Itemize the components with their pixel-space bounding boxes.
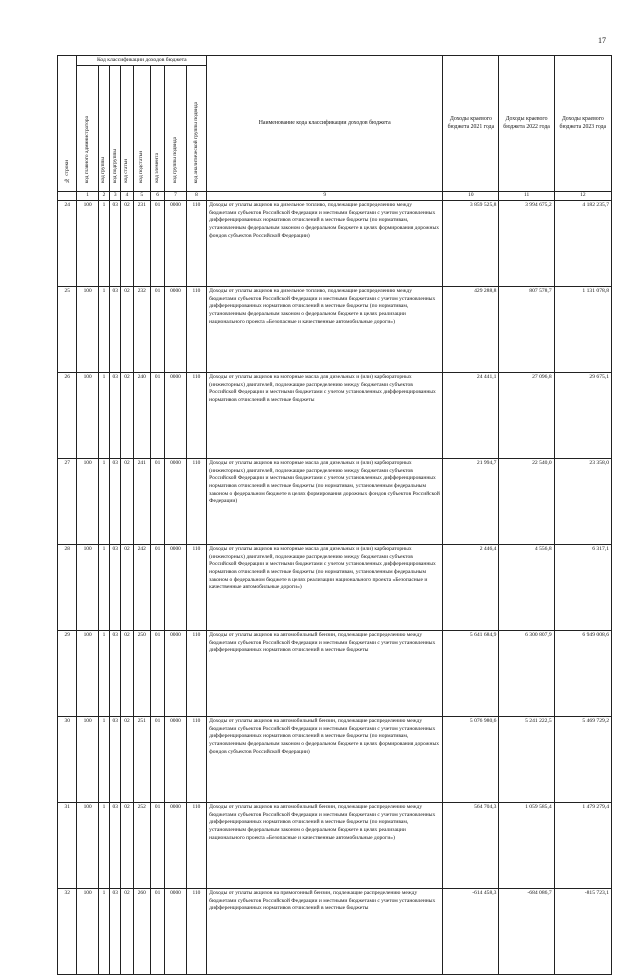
code-cell: 100 [77,201,98,287]
code-cell: 01 [150,373,164,459]
row-number: 26 [58,373,77,459]
amount-cell: 1 479 279,4 [554,803,611,889]
code-cell: 110 [186,373,206,459]
amount-cell: 3 994 675,2 [499,201,554,287]
column-number [58,192,77,201]
code-cell: 0000 [165,631,186,717]
code-cell: 02 [121,631,133,717]
code-cell: 110 [186,803,206,889]
column-number: 3 [110,192,121,201]
header-year-2021: Доходы краевого бюджета 2021 года [443,56,499,192]
code-cell: 03 [110,889,121,975]
table-row [58,631,612,717]
row-number: 25 [58,287,77,373]
code-cell: 252 [133,803,150,889]
code-cell: 02 [121,717,133,803]
code-cell: 242 [133,545,150,631]
row-number: 30 [58,717,77,803]
header-code-col: код элемента [150,66,164,192]
amount-cell: 5 469 729,2 [554,717,611,803]
code-cell: 100 [77,287,98,373]
code-cell: 110 [186,631,206,717]
amount-cell: 1 131 078,8 [554,287,611,373]
column-number: 11 [499,192,554,201]
table-row [58,201,612,287]
header-code-col: код группы подвида [165,66,186,192]
amount-cell: 2 446,4 [443,545,499,631]
header-code-col: код аналитической группы подвида [186,66,206,192]
code-cell: 01 [150,545,164,631]
amount-cell: 3 859 525,8 [443,201,499,287]
code-cell: 0000 [165,717,186,803]
amount-cell: 5 241 222,5 [499,717,554,803]
page-number: 17 [598,36,606,45]
code-cell: 1 [98,373,109,459]
description-cell: Доходы от уплаты акцизов на автомобильный бензин, подлежащие распределению между бюджетами субъектов Российской Федерации и местными бюджетами с учетом установленных дифференцированных нормативов отчислений в местные бюджеты (по нормативам, установленным федеральным законом о федеральном бюджете в целях реализации национального проекта «Безопасные и качественные автомобильные дороги») [207,803,443,889]
description-cell: Доходы от уплаты акцизов на прямогонный бензин, подлежащие распределению между бюджетами субъектов Российской Федерации и местными бюджетами с учетом установленных дифференцированных нормативов отчислений в местные бюджеты [207,889,443,975]
amount-cell: 24 441,1 [443,373,499,459]
row-number: 28 [58,545,77,631]
code-cell: 110 [186,201,206,287]
code-cell: 241 [133,459,150,545]
description-cell: Доходы от уплаты акцизов на автомобильный бензин, подлежащие распределению между бюджетами субъектов Российской Федерации и местными бюджетами с учетом установленных дифференцированных нормативов отчислений в местные бюджеты [207,631,443,717]
code-cell: 110 [186,287,206,373]
row-number: 24 [58,201,77,287]
description-cell: Доходы от уплаты акцизов на автомобильный бензин, подлежащие распределению между бюджетами субъектов Российской Федерации и местными бюджетами с учетом установленных дифференцированных нормативов отчислений в местные бюджеты (по нормативам, установленным федеральным законом о федеральном бюджете в целях формирования дорожных фондов субъектов Российской Федерации) [207,717,443,803]
amount-cell: -815 723,1 [554,889,611,975]
amount-cell: 21 994,7 [443,459,499,545]
amount-cell: 564 704,3 [443,803,499,889]
code-cell: 02 [121,201,133,287]
code-cell: 100 [77,459,98,545]
code-cell: 01 [150,717,164,803]
amount-cell: 4 556,8 [499,545,554,631]
column-number: 7 [165,192,186,201]
code-cell: 1 [98,889,109,975]
code-cell: 03 [110,803,121,889]
amount-cell: 1 059 585,4 [499,803,554,889]
code-cell: 03 [110,545,121,631]
code-cell: 231 [133,201,150,287]
amount-cell: -614 458,3 [443,889,499,975]
column-number: 8 [186,192,206,201]
row-number: 27 [58,459,77,545]
column-number: 5 [133,192,150,201]
code-cell: 1 [98,201,109,287]
column-number: 6 [150,192,164,201]
column-number: 9 [207,192,443,201]
amount-cell: 807 578,7 [499,287,554,373]
code-cell: 0000 [165,889,186,975]
code-cell: 02 [121,889,133,975]
amount-cell: 27 096,8 [499,373,554,459]
code-cell: 1 [98,459,109,545]
code-cell: 110 [186,545,206,631]
code-cell: 01 [150,631,164,717]
header-code-col: код подгруппы [110,66,121,192]
code-cell: 0000 [165,201,186,287]
code-cell: 260 [133,889,150,975]
column-number: 4 [121,192,133,201]
header-code-col: код подстатьи [133,66,150,192]
header-year-2023: Доходы краевого бюджета 2023 года [554,56,611,192]
code-cell: 02 [121,373,133,459]
amount-cell: 5 641 684,9 [443,631,499,717]
code-cell: 02 [121,459,133,545]
code-cell: 100 [77,631,98,717]
code-cell: 100 [77,717,98,803]
code-cell: 1 [98,717,109,803]
code-cell: 251 [133,717,150,803]
code-cell: 03 [110,631,121,717]
code-cell: 110 [186,889,206,975]
code-cell: 100 [77,373,98,459]
description-cell: Доходы от уплаты акцизов на моторные масла для дизельных и (или) карбюраторных (инжекторных) двигателей, подлежащие распределению между бюджетами субъектов Российской Федерации и местными бюджетами с учетом установленных дифференцированных нормативов отчислений в местные бюджеты [207,373,443,459]
code-cell: 03 [110,459,121,545]
description-cell: Доходы от уплаты акцизов на моторные масла для дизельных и (или) карбюраторных (инжекторных) двигателей, подлежащие распределению между бюджетами субъектов Российской Федерации и местными бюджетами с учетом установленных дифференцированных нормативов отчислений в местные бюджеты (по нормативам, установленным федеральным законом о федеральном бюджете в целях реализации национального проекта «Безопасные и качественные автомобильные дороги») [207,545,443,631]
code-cell: 0000 [165,459,186,545]
row-number: 31 [58,803,77,889]
row-number: 32 [58,889,77,975]
table-row [58,803,612,889]
description-cell: Доходы от уплаты акцизов на дизельное топливо, подлежащие распределению между бюджетами субъектов Российской Федерации и местными бюджетами с учетом установленных дифференцированных нормативов отчислений в местные бюджеты (по нормативам, установленным федеральным законом о федеральном бюджете в целях формирования дорожных фондов субъектов Российской Федерации) [207,201,443,287]
code-cell: 01 [150,287,164,373]
amount-cell: 4 182 235,7 [554,201,611,287]
amount-cell: 6 949 008,6 [554,631,611,717]
code-cell: 110 [186,459,206,545]
table-row [58,889,612,975]
code-cell: 1 [98,545,109,631]
code-cell: 02 [121,287,133,373]
code-cell: 0000 [165,803,186,889]
code-cell: 03 [110,201,121,287]
column-number: 2 [98,192,109,201]
amount-cell: 6 317,1 [554,545,611,631]
code-cell: 02 [121,545,133,631]
amount-cell: -684 086,7 [499,889,554,975]
code-cell: 0000 [165,287,186,373]
amount-cell: 29 675,1 [554,373,611,459]
amount-cell: 5 076 980,6 [443,717,499,803]
table-row [58,373,612,459]
column-number: 10 [443,192,499,201]
column-number: 1 [77,192,98,201]
code-cell: 100 [77,545,98,631]
header-year-2022: Доходы краевого бюджета 2022 года [499,56,554,192]
description-cell: Доходы от уплаты акцизов на дизельное топливо, подлежащие распределению между бюджетами субъектов Российской Федерации и местными бюджетами с учетом установленных дифференцированных нормативов отчислений в местные бюджеты (по нормативам, установленным федеральным законом о федеральном бюджете в целях реализации национального проекта «Безопасные и качественные автомобильные дороги») [207,287,443,373]
code-cell: 0000 [165,545,186,631]
header-code-col: код статьи [121,66,133,192]
code-cell: 01 [150,459,164,545]
code-cell: 1 [98,631,109,717]
budget-revenue-table [57,55,612,975]
amount-cell: 429 288,8 [443,287,499,373]
code-cell: 240 [133,373,150,459]
code-cell: 01 [150,889,164,975]
row-number: 29 [58,631,77,717]
amount-cell: 23 358,0 [554,459,611,545]
code-cell: 100 [77,803,98,889]
table-row [58,459,612,545]
code-cell: 02 [121,803,133,889]
code-cell: 1 [98,287,109,373]
amount-cell: 6 300 807,9 [499,631,554,717]
header-code-group: Код классификации доходов бюджета [77,56,207,66]
header-row-no: № строки [58,56,77,192]
header-name: Наименование кода классификации доходов бюджета [207,56,443,192]
header-code-col: код группы [98,66,109,192]
table-row [58,287,612,373]
column-number: 12 [554,192,611,201]
code-cell: 03 [110,717,121,803]
code-cell: 100 [77,889,98,975]
code-cell: 232 [133,287,150,373]
amount-cell: 22 540,0 [499,459,554,545]
code-cell: 03 [110,373,121,459]
code-cell: 110 [186,717,206,803]
header-code-col: код главного администратора [77,66,98,192]
table-row [58,545,612,631]
table-row [58,717,612,803]
description-cell: Доходы от уплаты акцизов на моторные масла для дизельных и (или) карбюраторных (инжекторных) двигателей, подлежащие распределению между бюджетами субъектов Российской Федерации и местными бюджетами с учетом установленных дифференцированных нормативов отчислений в местные бюджеты (по нормативам, установленным федеральным законом о федеральном бюджете в целях формирования дорожных фондов субъектов Российской Федерации) [207,459,443,545]
code-cell: 01 [150,201,164,287]
code-cell: 0000 [165,373,186,459]
code-cell: 1 [98,803,109,889]
code-cell: 03 [110,287,121,373]
code-cell: 250 [133,631,150,717]
code-cell: 01 [150,803,164,889]
